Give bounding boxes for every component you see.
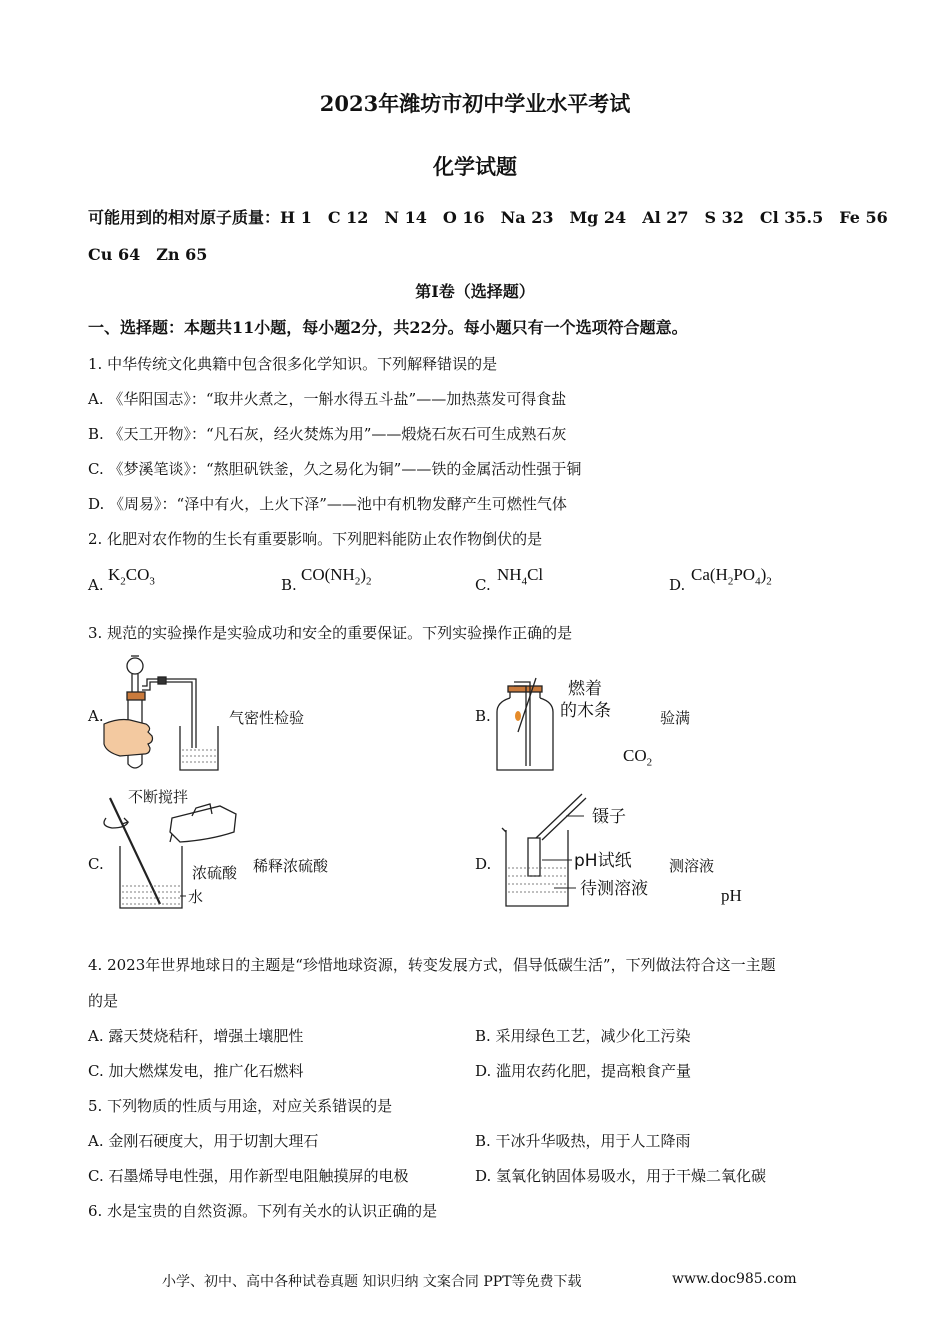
formula-part: ) [760,565,767,584]
formula-sub: 2 [766,575,772,588]
q3-option-b-caption-co2 [623,746,652,768]
tweezers-label: 镊子 [592,807,626,827]
formula-part: CO(NH [301,565,355,584]
burning-stick-text-1: 燃着 [568,679,602,699]
q4-option-b: B. 采用绿色工艺，减少化工污染 [475,1027,691,1045]
formula-sub: 2 [727,575,734,588]
q5-option-d: D. 氢氧化钠固体易吸水，用于干燥二氧化碳 [475,1167,767,1185]
q1-option-d: D. 《周易》：“泽中有火，上火下泽”——池中有机物发酵产生可燃性气体 [88,495,567,513]
formula-part: CO [623,746,647,765]
q3-option-b-caption: 验满 [660,709,691,727]
q1-option-b: B. 《天工开物》：“凡石灰，经火焚炼为用”——煅烧石灰石可生成熟石灰 [88,425,567,443]
q6-stem: 6. 水是宝贵的自然资源。下列有关水的认识正确的是 [88,1202,438,1220]
q2-stem: 2. 化肥对农作物的生长有重要影响。下列肥料能防止农作物倒伏的是 [88,530,543,548]
footer-url[interactable]: www.doc985.com [672,1271,797,1287]
q3-option-a-label: A. [88,707,104,725]
conc-acid-label: 浓硫酸 [192,864,238,882]
q3-option-c-label: C. [88,855,104,873]
burning-stick-text-2: 的木条 [560,701,611,721]
q3-option-b-label: B. [475,707,491,725]
q3-option-d-label: D. [475,855,492,873]
airtightness-check-figure [100,652,220,774]
footer-text: 小学、初中、高中各种试卷真题 知识归纳 文案合同 PPT等免费下载 [162,1274,582,1290]
q5-stem: 5. 下列物质的性质与用途，对应关系错误的是 [88,1097,393,1115]
formula-part: ) [360,565,367,584]
dilute-acid-figure [100,788,250,912]
formula-sub: 4 [521,575,528,588]
formula-part: NH [497,565,522,584]
q1-option-a: A. 《华阳国志》：“取井火煮之，一斛水得五斗盐”——加热蒸发可得食盐 [88,390,567,408]
q3-option-d-caption: 测溶液 [669,857,715,875]
stir-label: 不断搅拌 [128,788,189,806]
q2-option-d-label: D. [669,576,686,594]
ph-paper-label: pH试纸 [574,851,632,871]
burning-stick-label [560,676,620,722]
q3-option-a-caption: 气密性检验 [229,709,305,727]
q3-option-c-caption: 稀释浓硫酸 [253,857,329,875]
formula-part: Ca(H [691,565,728,584]
q2-option-b-formula [301,565,372,587]
q4-option-d: D. 滥用农药化肥，提高粮食产量 [475,1062,692,1080]
q2-option-c-label: C. [475,576,491,594]
q5-option-a: A. 金刚石硬度大，用于切割大理石 [88,1132,319,1150]
formula-sub: 2 [354,575,361,588]
q2-option-d-formula [691,565,772,587]
q2-option-c-formula [497,565,543,587]
formula-sub: 4 [755,575,761,588]
formula-part: CO [125,565,150,584]
test-solution-label: 待测溶液 [580,879,648,899]
q3-option-d-caption-ph: pH [721,886,742,905]
q4-stem-line-2: 的是 [88,992,119,1010]
formula-sub: 2 [120,575,126,588]
q4-option-a: A. 露天焚烧秸秆，增强土壤肥性 [88,1027,304,1045]
atomic-mass-line-2: Cu 64 Zn 65 [88,245,208,264]
atomic-mass-line-1: 可能用到的相对原子质量：H 1 C 12 N 14 O 16 Na 23 Mg 24 Al 27 S 32 Cl 35.5 Fe 56 [88,208,888,227]
q4-option-c: C. 加大燃煤发电，推广化石燃料 [88,1062,304,1080]
exam-title: 2023年潍坊市初中学业水平考试 [319,91,631,116]
gas-bottle-figure [492,672,558,774]
q2-option-a-label: A. [88,576,104,594]
q5-option-b: B. 干冰升华吸热，用于人工降雨 [475,1132,691,1150]
q1-stem: 1. 中华传统文化典籍中包含很多化学知识。下列解释错误的是 [88,355,498,373]
q4-stem-line-1: 4. 2023年世界地球日的主题是“珍惜地球资源，转变发展方式，倡导低碳生活”，下列做法符合这一主题 [88,956,776,974]
formula-part: K [108,565,121,584]
formula-part: PO [733,565,756,584]
formula-sub: 2 [366,575,372,588]
q5-option-c: C. 石墨烯导电性强，用作新型电阻触摸屏的电极 [88,1167,409,1185]
q1-option-c: C. 《梦溪笔谈》：“熬胆矾铁釜，久之易化为铜”——铁的金属活动性强于铜 [88,460,582,478]
formula-part: Cl [527,565,544,584]
exam-subtitle: 化学试题 [433,154,517,179]
q2-option-a-formula [108,565,155,587]
formula-sub: 2 [646,756,653,769]
formula-sub: 3 [149,575,155,588]
q2-option-b-label: B. [281,576,297,594]
water-label: 水 [188,888,204,906]
section-title: 一、选择题：本题共11小题，每小题2分，共22分。每小题只有一个选项符合题意。 [88,318,688,337]
volume-title: 第Ⅰ卷（选择题） [415,282,535,301]
ph-test-figure [496,790,676,912]
q3-stem: 3. 规范的实验操作是实验成功和安全的重要保证。下列实验操作正确的是 [88,624,573,642]
